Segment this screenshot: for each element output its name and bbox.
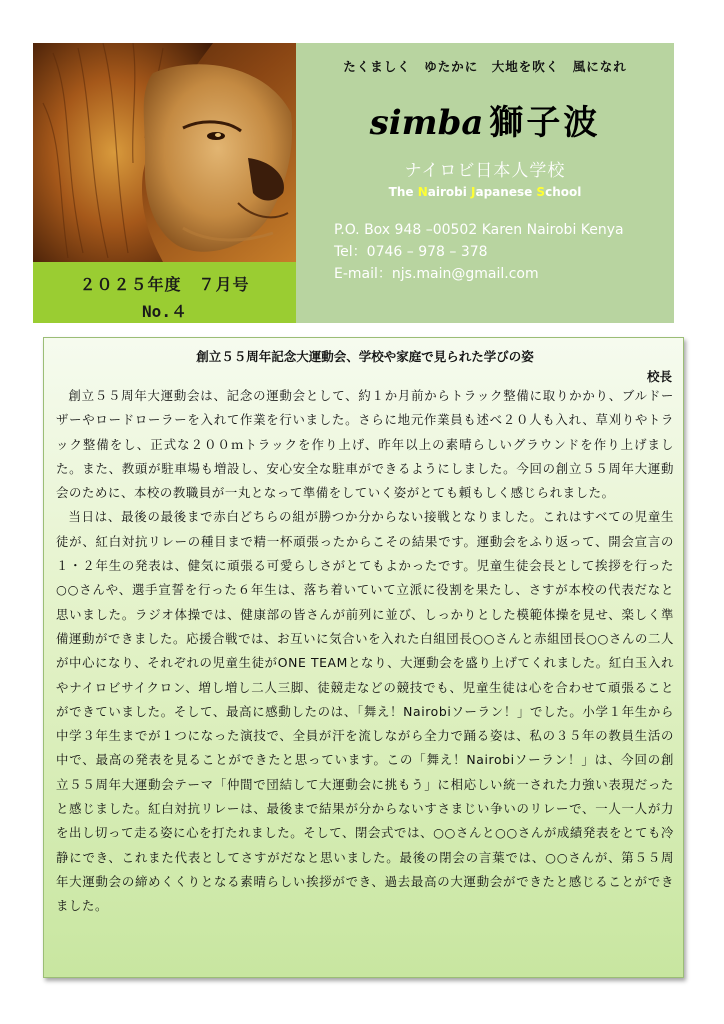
article-author: 校長	[646, 369, 672, 384]
school-name-en-part: apanese	[475, 185, 537, 199]
school-name-en	[296, 185, 674, 199]
issue-number: No.４	[142, 302, 187, 321]
contact-tel: Tel：0746 – 978 – 378	[334, 244, 488, 260]
article-title: 創立５５周年記念大運動会、学校や家庭で見られた学びの姿	[196, 349, 534, 364]
school-name-en-part: The	[388, 185, 418, 199]
newsletter-title	[296, 95, 674, 144]
newsletter-title-kanji: 獅子波	[489, 103, 601, 143]
school-name-en-initial: J	[471, 185, 476, 199]
school-name-en-initial: S	[536, 185, 546, 199]
article-paragraph: 創立５５周年大運動会は、記念の運動会として、約１か月前からトラック整備に取りかかり、ブルドーザーやロードローラーを入れて作業を行いました。さらに地元作業員も述べ２０人も入れ、草刈りやトラック整備をし、正式な２００ｍトラックを作り上げ、昨年以上の素晴らしいグラウンドを作り上げました。また、教頭が駐車場も増設し、安心安全な駐車ができるようにしました。今回の創立５５周年大運動会のために、本校の教職員が一丸となって準備をしていく姿がとても頼もしく感じられました。	[56, 388, 674, 501]
article-box	[43, 337, 684, 978]
contact-block	[334, 219, 624, 285]
school-name-en-part: airobi	[427, 185, 472, 199]
newsletter-title-latin: simba	[369, 103, 484, 143]
lion-photo	[33, 43, 296, 262]
masthead-panel	[296, 43, 674, 323]
contact-email: E-mail：njs.main@gmail.com	[334, 266, 539, 282]
issue-date: ２０２５年度 ７月号	[79, 275, 250, 294]
contact-address: P.O. Box 948 –00502 Karen Nairobi Kenya	[334, 222, 624, 238]
school-name-ja: ナイロビ日本人学校	[404, 161, 566, 181]
issue-box	[33, 262, 296, 323]
school-motto: たくましく ゆたかに 大地を吹く 風になれ	[343, 59, 627, 74]
article-paragraph: 当日は、最後の最後まで赤白どちらの組が勝つか分からない接戦となりました。これはすべての児童生徒が、紅白対抗リレーの種目まで精一杯頑張ったからこその結果です。運動会をふり返って、開会宣言の１・２年生の発表は、健気に頑張る可愛らしさがとてもよかったです。児童生徒会長として挨拶を行った○○さんや、選手宣誓を行った６年生は、落ち着いていて立派に役割を果たし、さすが本校の代表だなと思いました。ラジオ体操では、健康部の皆さんが前列に並び、しっかりとした模範体操を見せ、楽しく準備運動ができました。応援合戦では、お互いに気合いを入れた白組団長○○さんと赤組団長○○さんの二人が中心になり、それぞれの児童生徒がONE TEAMとなり、大運動会を盛り上げてくれました。紅白玉入れやナイロビサイクロン、増し増し二人三脚、徒競走などの競技でも、児童生徒は心を合わせて頑張ることができていました。そして、最高に感動したのは、「舞え！Nairobiソーラン！」でした。小学１年生から中学３年生までが１つになった演技で、全員が汗を流しながら全力で踊る姿は、私の３５年の教員生活の中で、最高の発表を見ることができたと思っています。この「舞え！Nairobiソーラン！」は、今回の創立５５周年大運動会テーマ「仲間で団結して大運動会に挑もう」に相応しい統一された力強い表現だったと感じました。紅白対抗リレーは、最後まで結果が分からないすさまじい争いのリレーで、一人一人が力を出し切って走る姿に心を打たれました。そして、閉会式では、○○さんと○○さんが成績発表をとても冷静にでき、これまた代表としてさすがだなと思いました。最後の閉会の言葉では、○○さんが、第５５周年大運動会の締めくくりとなる素晴らしい挨拶ができ、過去最高の大運動会ができたと感じることができました。	[56, 509, 674, 914]
school-name-en-initial: N	[417, 185, 428, 199]
school-name-en-part: chool	[545, 185, 582, 199]
